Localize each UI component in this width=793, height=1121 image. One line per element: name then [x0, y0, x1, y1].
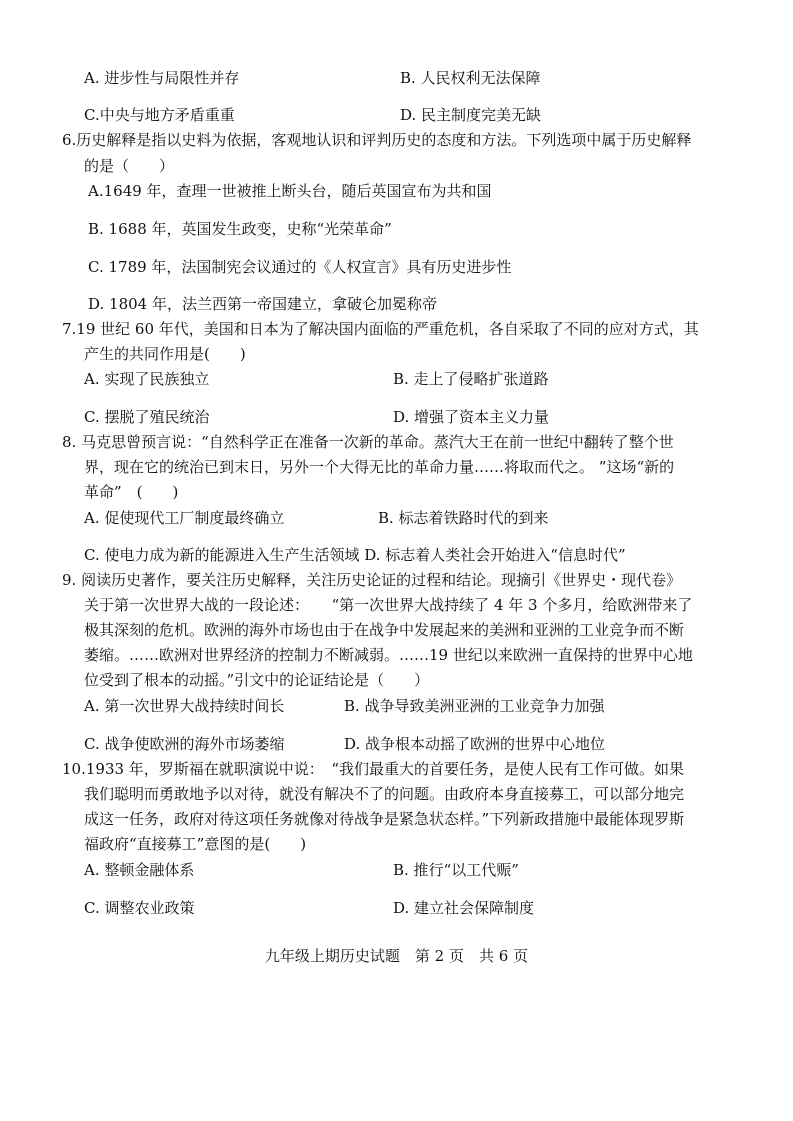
q5-option-c: C.中央与地方矛盾重重 — [84, 106, 235, 124]
q6-option-a: A.1649 年，查理一世被推上断头台，随后英国宣布为共和国 — [88, 182, 492, 200]
q8-option-cd: C. 使电力成为新的能源进入生产生活领域 D. 标志着人类社会开始进入“信息时代” — [84, 546, 626, 564]
q9-option-b: B. 战争导致美洲亚洲的工业竞争力加强 — [344, 697, 605, 715]
q9-option-d: D. 战争根本动摇了欧洲的世界中心地位 — [344, 735, 606, 753]
q9-stem-line-1: 9. 阅读历史著作，要关注历史解释，关注历史论证的过程和结论。现摘引《世界史・现代卷》 — [62, 571, 682, 589]
q8-option-a: A. 促使现代工厂制度最终确立 — [84, 509, 285, 527]
q9-option-a: A. 第一次世界大战持续时间长 — [84, 697, 285, 715]
q8-stem-line-3: 革命” ( ) — [84, 483, 179, 501]
q6-option-d: D. 1804 年，法兰西第一帝国建立，拿破仑加冕称帝 — [88, 295, 437, 313]
q7-option-b: B. 走上了侵略扩张道路 — [393, 370, 549, 388]
q10-option-c: C. 调整农业政策 — [84, 899, 195, 917]
q6-stem-line-2: 的是（ ） — [84, 157, 175, 175]
q9-option-c: C. 战争使欧洲的海外市场萎缩 — [84, 735, 285, 753]
q8-stem-line-1: 8. 马克思曾预言说：“自然科学正在准备一次新的革命。蒸汽大王在前一世纪中翻转了整个世 — [62, 433, 674, 451]
q10-stem-line-2: 我们聪明而勇敢地予以对待，就没有解决不了的问题。由政府本身直接募工，可以部分地完 — [84, 785, 685, 803]
q8-option-b: B. 标志着铁路时代的到来 — [378, 509, 549, 527]
q8-stem-line-2: 界，现在它的统治已到末日，另外一个大得无比的革命力量……将取而代之。 ”这场“新的 — [84, 458, 675, 476]
q7-stem-line-2: 产生的共同作用是( ) — [84, 345, 246, 363]
q10-option-a: A. 整顿金融体系 — [84, 861, 195, 879]
q7-stem-line-1: 7.19 世纪 60 年代，美国和日本为了解决国内面临的严重危机，各自采取了不同的应对方式，其 — [62, 320, 699, 338]
q5-option-b: B. 人民权利无法保障 — [400, 69, 541, 87]
q6-option-c: C. 1789 年，法国制宪会议通过的《人权宣言》具有历史进步性 — [88, 258, 512, 276]
q10-stem-line-4: 福政府“直接募工”意图的是( ) — [84, 835, 307, 853]
q9-stem-line-5: 位受到了根本的动摇。”引文中的论证结论是（ ） — [84, 671, 430, 689]
q6-option-b: B. 1688 年，英国发生政变，史称“光荣革命” — [88, 220, 392, 238]
q10-option-d: D. 建立社会保障制度 — [393, 899, 535, 917]
q9-stem-line-3: 极其深刻的危机。欧洲的海外市场也由于在战争中发展起来的美洲和亚洲的工业竞争而不断 — [84, 621, 685, 639]
q6-stem-line-1: 6.历史解释是指以史料为依据，客观地认识和评判历史的态度和方法。下列选项中属于历史解释 — [62, 131, 692, 149]
q7-option-c: C. 摆脱了殖民统治 — [84, 408, 210, 426]
q10-option-b: B. 推行“以工代赈” — [393, 861, 519, 879]
page-footer: 九年级上期历史试题 第 2 页 共 6 页 — [264, 947, 529, 965]
q9-stem-line-4: 萎缩。……欧洲对世界经济的控制力不断减弱。……19 世纪以来欧洲一直保持的世界中心地 — [84, 646, 693, 664]
q7-option-d: D. 增强了资本主义力量 — [393, 408, 550, 426]
q10-stem-line-3: 成这一任务，政府对待这项任务就像对待战争是紧急状态样。”下列新政措施中最能体现罗斯 — [84, 810, 685, 828]
q7-option-a: A. 实现了民族独立 — [84, 370, 210, 388]
q5-option-d: D. 民主制度完美无缺 — [400, 106, 542, 124]
q5-option-a: A. 进步性与局限性并存 — [84, 69, 240, 87]
q9-stem-line-2: 关于第一次世界大战的一段论述： “第一次世界大战持续了 4 年 3 个多月，给欧洲带来了 — [84, 596, 693, 614]
q10-stem-line-1: 10.1933 年，罗斯福在就职演说中说： “我们最重大的首要任务，是使人民有工作可做。如果 — [62, 760, 684, 778]
